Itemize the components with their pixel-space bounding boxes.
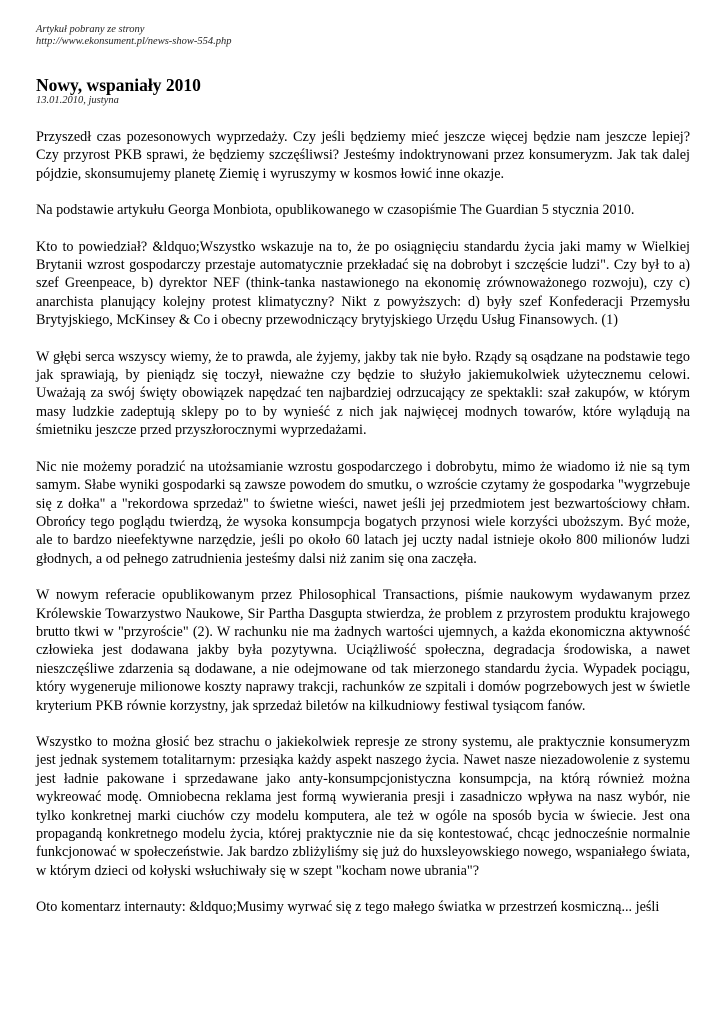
- paragraph: Nic nie możemy poradzić na utożsamianie wzrostu gospodarczego i dobrobytu, mimo że wiadomo iż nie są tym samym. Słabe wyniki gospodarki są zawsze powodem do smutku, o wzroście czytamy że gospodarka "wygrzebuje się z dołka" a "rekordowa sprzedaż" to świetne wieści, nawet jeśli jej przedmiotem jest bezwartościowy chłam. Obrońcy tego poglądu twierdzą, że wysoka konsumpcja bogatych przynosi wiele korzyści uboższym. Być może, ale to bardzo nieefektywne narzędzie, jeśli po około 60 latach jej uczty nadal istnieje około 800 milionów ludzi głodnych, a od pełnego zatrudnienia jesteśmy dalsi niż zanim się ona zaczęła.: [36, 458, 690, 567]
- paragraph: Przyszedł czas pozesonowych wyprzedaży. Czy jeśli będziemy mieć jeszcze więcej będzie nam jeszcze lepiej? Czy przyrost PKB sprawi, że będziemy szczęśliwsi? Jesteśmy indoktrynowani przez konsumeryzm. Jak tak dalej pójdzie, skonsumujemy planetę Ziemię i wyruszymy w kosmos łowić inne okazje.: [36, 129, 690, 182]
- paragraph: Wszystko to można głosić bez strachu o jakiekolwiek represje ze strony systemu, ale praktycznie konsumeryzm jest jednak systemem totalitarnym: przesiąka każdy aspekt naszego życia. Nawet nasze niezadowolenie z systemu jest ładnie pakowane i sprzedawane jako anty-konsumpcjonistyczna konsumpcja, na którą również można wykreować modę. Omniobecna reklama jest formą wywierania presji i zasadniczo wpływa na nasz wybór, nie tylko konkretnej marki ciuchów czy modelu komputera, ale też w ogóle na sposób bycia w świecie. Jest ona propagandą konkretnego modelu życia, której praktycznie nie da się kontestować, chcąc jednocześnie normalnie funkcjonować w społeczeństwie. Jak bardzo zbliżyliśmy się już do huxsleyowskiego nowego, wspaniałego świata, w którym dzieci od kołyski wsłuchiwały się w szept "kocham nowe ubrania"?: [36, 733, 690, 879]
- document-page: [36, 24, 690, 935]
- source-label: Artykuł pobrany ze strony: [36, 24, 145, 35]
- source-header: [36, 24, 690, 48]
- paragraph: Na podstawie artykułu Georga Monbiota, opublikowanego w czasopiśmie The Guardian 5 stycznia 2010.: [36, 202, 635, 219]
- paragraph: Kto to powiedział? &ldquo;Wszystko wskazuje na to, że po osiągnięciu standardu życia jaki mamy w Wielkiej Brytanii wzrost gospodarczy przestaje automatycznie przekładać się na dobrobyt i szczęście ludzi". Czy był to a) szef Greenpeace, b) dyrektor NEF (think-tanka nastawionego na ekonomię zrównoważonego rozwoju), czy c) anarchista planujący kolejny protest klimatyczny? Nikt z powyższych: d) były szef Konfederacji Przemysłu Brytyjskiego, McKinsey & Co i obecny przewodniczący brytyjskiego Urzędu Usług Finansowych. (1): [36, 238, 690, 329]
- paragraph: W nowym referacie opublikowanym przez Philosophical Transactions, piśmie naukowym wydawanym przez Królewskie Towarzystwo Naukowe, Sir Partha Dasgupta stwierdza, że problem z przyrostem produktu krajowego brutto tkwi w "przyroście" (2). W rachunku nie ma żadnych wartości ujemnych, a każda ekonomiczna aktywność człowieka jest dodawana jakby była pozytywna. Uciążliwość społeczna, degradacja środowiska, a nawet nieszczęśliwe zdarzenia są dodawane, a nie odejmowane od tak mierzonego standardu życia. Wypadek pociągu, który wygeneruje milionowe koszty naprawy trakcji, rachunków ze szpitali i domów pogrzebowych jest w świetle kryterium PKB równie korzystny, jak sprzedaż biletów na kilkudniowy festiwal tysiącom fanów.: [36, 587, 690, 714]
- paragraph: W głębi serca wszyscy wiemy, że to prawda, ale żyjemy, jakby tak nie było. Rządy są osądzane na podstawie tego jak sprawiają, by pieniądz się toczył, nieważne czy będzie to służyło jakiemukolwiek użytecznemu celowi. Uważają za swój święty obowiązek napędzać ten najbardziej odrzucający ze spektakli: szał zakupów, w którym masy ludzkie zadeptują sklepy po to by wynieść z nich jak najwięcej modnych towarów, które wylądują na śmietniku jeszcze przed przyszłorocznymi wyprzedażami.: [36, 348, 690, 439]
- source-url: http://www.ekonsument.pl/news-show-554.php: [36, 36, 232, 47]
- paragraph: Oto komentarz internauty: &ldquo;Musimy wyrwać się z tego małego światka w przestrzeń kosmiczną... jeśli: [36, 899, 660, 916]
- article-title: Nowy, wspaniały 2010: [36, 75, 201, 95]
- article-meta: 13.01.2010, justyna: [36, 95, 119, 106]
- article-body: [36, 128, 690, 917]
